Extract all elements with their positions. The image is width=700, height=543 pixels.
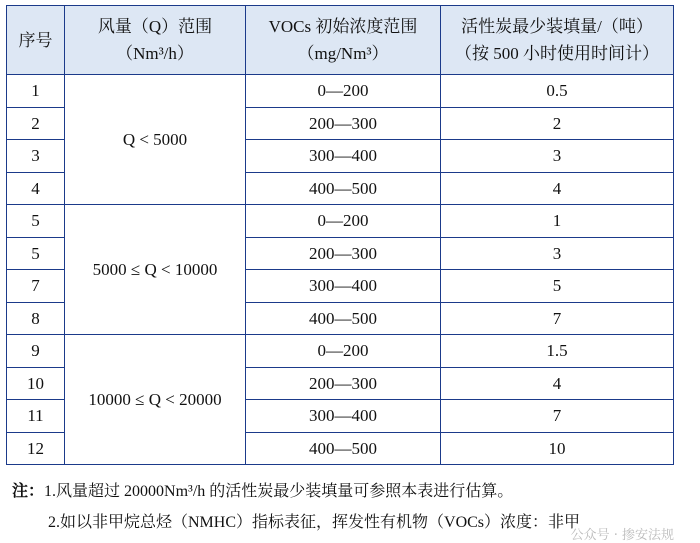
cell-vocs: 200—300 [246, 107, 441, 140]
note-text-2: 2.如以非甲烷总烃（NMHC）指标表征，挥发性有机物（VOCs）浓度：非甲 [48, 514, 581, 531]
header-carbon-line1: 活性炭最少装填量/（吨） [461, 17, 653, 36]
note-line-1 [12, 484, 513, 500]
cell-vocs: 400—500 [246, 432, 441, 465]
cell-airflow-range: 10000 ≤ Q < 20000 [65, 335, 246, 465]
cell-vocs: 400—500 [246, 172, 441, 205]
cell-seq: 4 [7, 172, 65, 205]
cell-carbon: 10 [441, 432, 674, 465]
cell-airflow-range: Q < 5000 [65, 75, 246, 205]
cell-carbon: 3 [441, 140, 674, 173]
header-airflow [65, 6, 246, 75]
cell-seq: 7 [7, 270, 65, 303]
cell-seq: 2 [7, 107, 65, 140]
header-carbon [441, 6, 674, 75]
cell-vocs: 0—200 [246, 335, 441, 368]
table-header-row [7, 6, 674, 75]
cell-seq: 9 [7, 335, 65, 368]
header-airflow-line1: 风量（Q）范围 [97, 17, 213, 36]
cell-carbon: 2 [441, 107, 674, 140]
cell-carbon: 7 [441, 302, 674, 335]
cell-carbon: 3 [441, 237, 674, 270]
header-vocs-line1: VOCs 初始浓度范围 [268, 17, 418, 36]
note-line-2 [48, 515, 580, 531]
cell-carbon: 7 [441, 400, 674, 433]
cell-seq: 1 [7, 75, 65, 108]
cell-carbon: 1 [441, 205, 674, 238]
cell-vocs: 200—300 [246, 237, 441, 270]
header-airflow-line2: （Nm³/h） [116, 44, 194, 63]
header-vocs-line2: （mg/Nm³） [297, 44, 389, 63]
cell-carbon: 0.5 [441, 75, 674, 108]
cell-seq: 5 [7, 205, 65, 238]
note-prefix: 注： [12, 483, 45, 500]
cell-seq: 8 [7, 302, 65, 335]
header-seq: 序号 [7, 6, 65, 75]
table-row [7, 335, 674, 368]
cell-vocs: 200—300 [246, 367, 441, 400]
note-text-1: 1.风量超过 20000Nm³/h 的活性炭最少装填量可参照本表进行估算。 [44, 483, 514, 500]
table-row [7, 75, 674, 108]
cell-vocs: 0—200 [246, 205, 441, 238]
cell-seq: 11 [7, 400, 65, 433]
cell-vocs: 300—400 [246, 270, 441, 303]
watermark: 公众号 · 掺安法规 [570, 528, 674, 543]
header-vocs [246, 6, 441, 75]
cell-carbon: 4 [441, 172, 674, 205]
activated-carbon-table [6, 5, 674, 465]
cell-carbon: 5 [441, 270, 674, 303]
cell-airflow-range: 5000 ≤ Q < 10000 [65, 205, 246, 335]
cell-carbon: 4 [441, 367, 674, 400]
header-carbon-line2: （按 500 小时使用时间计） [455, 44, 659, 63]
cell-vocs: 400—500 [246, 302, 441, 335]
cell-seq: 10 [7, 367, 65, 400]
table-row [7, 205, 674, 238]
cell-seq: 5 [7, 237, 65, 270]
cell-vocs: 300—400 [246, 400, 441, 433]
cell-seq: 12 [7, 432, 65, 465]
cell-vocs: 300—400 [246, 140, 441, 173]
cell-vocs: 0—200 [246, 75, 441, 108]
cell-seq: 3 [7, 140, 65, 173]
cell-carbon: 1.5 [441, 335, 674, 368]
